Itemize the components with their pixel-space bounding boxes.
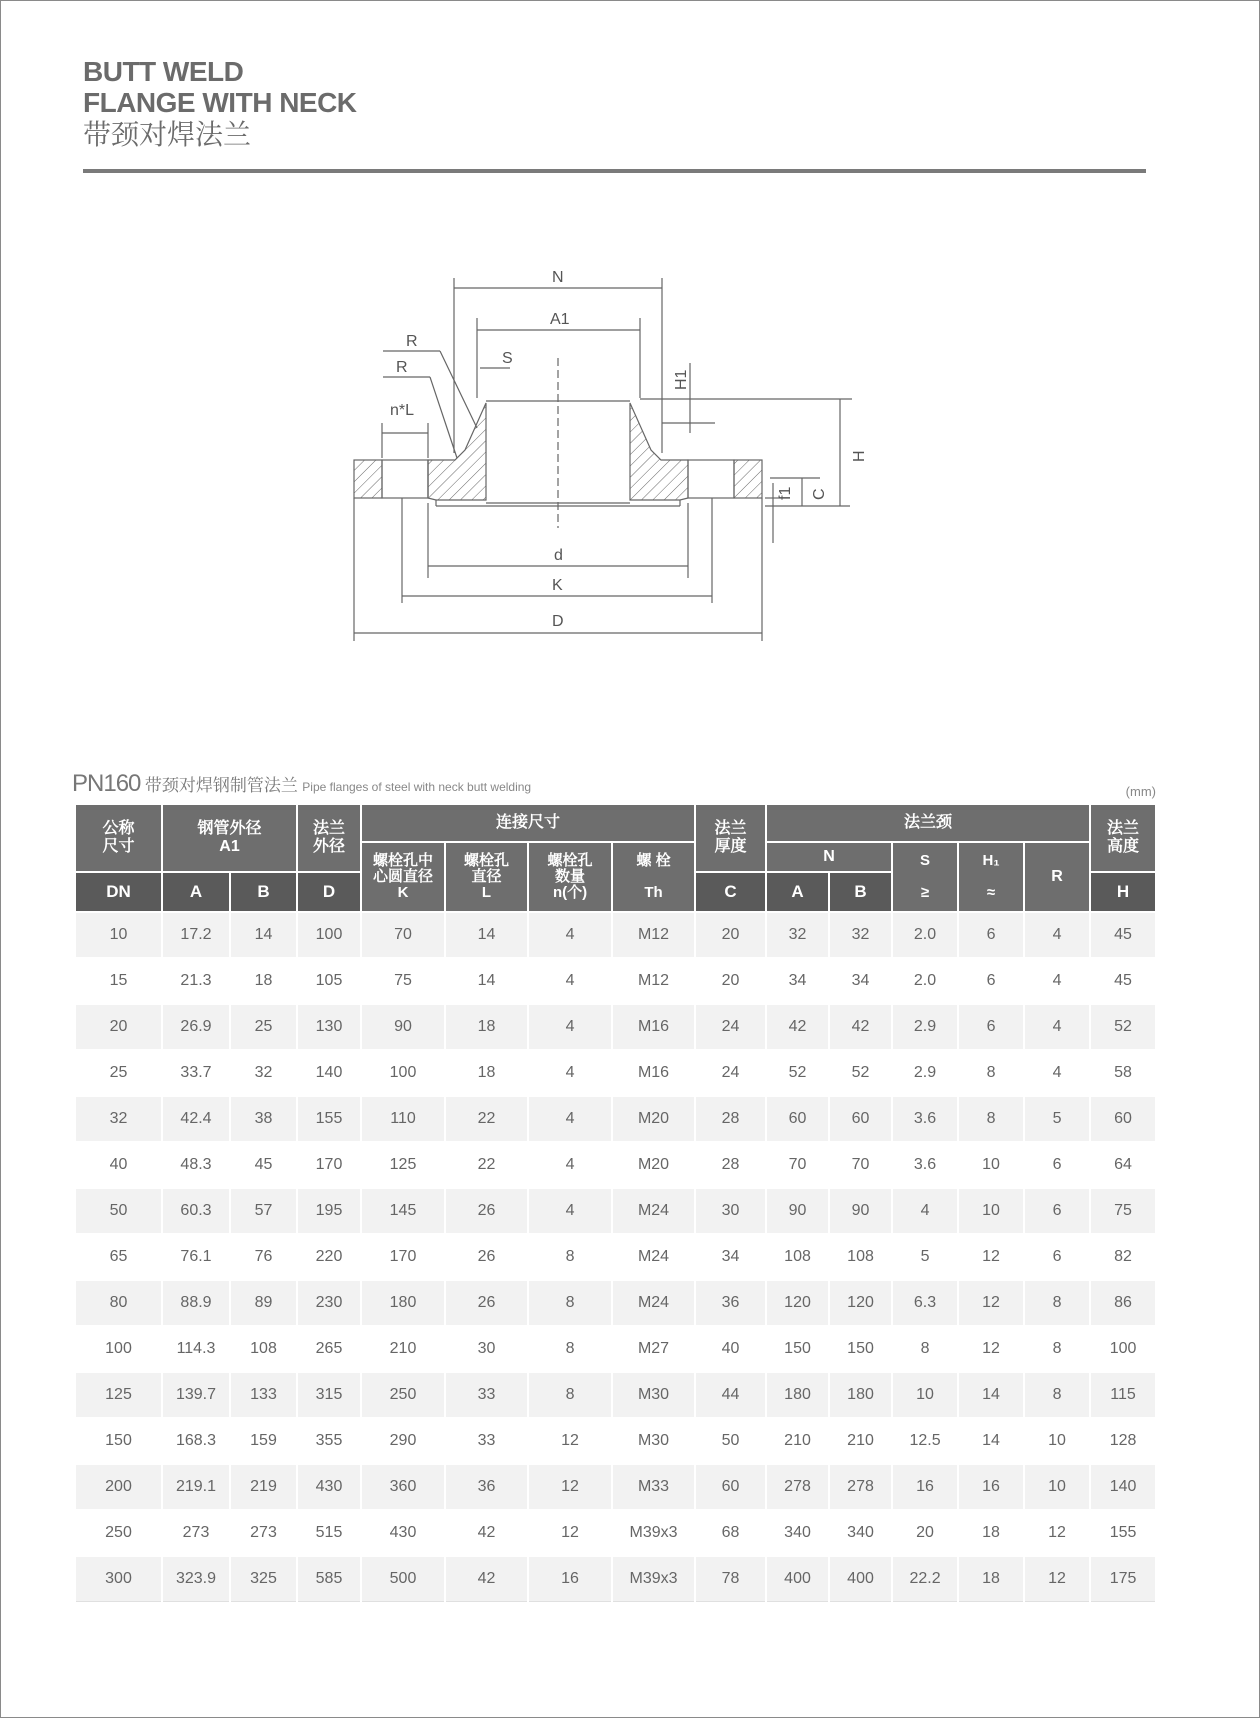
table-cell: 139.7 bbox=[162, 1372, 230, 1418]
label-R-lower: R bbox=[396, 359, 408, 376]
label-C: C bbox=[811, 488, 828, 500]
table-cell: 45 bbox=[1090, 912, 1156, 958]
col-neck-A: A bbox=[766, 872, 829, 912]
table-cell: 210 bbox=[361, 1326, 445, 1372]
table-cell: 30 bbox=[445, 1326, 528, 1372]
table-cell: 140 bbox=[297, 1050, 361, 1096]
table-cell: 180 bbox=[361, 1280, 445, 1326]
table-cell: 48.3 bbox=[162, 1142, 230, 1188]
title-chinese: 带颈对焊法兰 bbox=[83, 119, 252, 150]
table-cell: 12 bbox=[958, 1234, 1024, 1280]
table-cell: 120 bbox=[766, 1280, 829, 1326]
table-cell: 5 bbox=[892, 1234, 958, 1280]
label-H1: H1 bbox=[673, 369, 690, 390]
table-cell: 40 bbox=[75, 1142, 162, 1188]
table-cell: 100 bbox=[297, 912, 361, 958]
table-cell: 40 bbox=[695, 1326, 766, 1372]
table-cell: 6 bbox=[958, 912, 1024, 958]
table-cell: 12 bbox=[528, 1464, 612, 1510]
table-cell: 20 bbox=[695, 958, 766, 1004]
table-cell: 500 bbox=[361, 1556, 445, 1602]
table-cell: 17.2 bbox=[162, 912, 230, 958]
col-neck-B: B bbox=[829, 872, 892, 912]
table-cell: 36 bbox=[695, 1280, 766, 1326]
table-cell: 8 bbox=[528, 1280, 612, 1326]
table-cell: 34 bbox=[766, 958, 829, 1004]
table-cell: 400 bbox=[829, 1556, 892, 1602]
col-D: D bbox=[297, 872, 361, 912]
table-cell: 16 bbox=[892, 1464, 958, 1510]
header-neck-S: S ≥ bbox=[892, 842, 958, 912]
table-cell: 360 bbox=[361, 1464, 445, 1510]
table-cell: 400 bbox=[766, 1556, 829, 1602]
table-cell: 10 bbox=[1024, 1418, 1090, 1464]
table-cell: 150 bbox=[766, 1326, 829, 1372]
table-cell: 60.3 bbox=[162, 1188, 230, 1234]
table-cell: 108 bbox=[829, 1234, 892, 1280]
table-cell: 50 bbox=[695, 1418, 766, 1464]
table-cell: 355 bbox=[297, 1418, 361, 1464]
header-bolt-circle: 螺栓孔中 心圆直径 K bbox=[361, 842, 445, 912]
table-cell: 3.6 bbox=[892, 1096, 958, 1142]
label-D: D bbox=[552, 613, 564, 630]
table-cell: 323.9 bbox=[162, 1556, 230, 1602]
table-cell: M33 bbox=[612, 1464, 695, 1510]
table-cell: 14 bbox=[958, 1418, 1024, 1464]
table-cell: 76 bbox=[230, 1234, 297, 1280]
table-row bbox=[75, 1418, 1156, 1464]
table-cell: 86 bbox=[1090, 1280, 1156, 1326]
col-C: C bbox=[695, 872, 766, 912]
table-cell: 4 bbox=[528, 1050, 612, 1096]
table-cell: 278 bbox=[766, 1464, 829, 1510]
label-nL: n*L bbox=[390, 402, 415, 419]
label-R-top: R bbox=[406, 333, 418, 350]
table-cell: 42 bbox=[445, 1510, 528, 1556]
header-nominal-size: 公称 尺寸 bbox=[75, 804, 162, 872]
table-cell: 175 bbox=[1090, 1556, 1156, 1602]
table-cell: 90 bbox=[829, 1188, 892, 1234]
label-S: S bbox=[502, 350, 513, 367]
table-cell: 14 bbox=[958, 1372, 1024, 1418]
table-cell: 8 bbox=[958, 1096, 1024, 1142]
table-cell: 128 bbox=[1090, 1418, 1156, 1464]
table-cell: M39x3 bbox=[612, 1556, 695, 1602]
header-height: 法兰 高度 bbox=[1090, 804, 1156, 872]
table-cell: 180 bbox=[766, 1372, 829, 1418]
header-flange-od: 法兰 外径 bbox=[297, 804, 361, 872]
table-cell: 430 bbox=[297, 1464, 361, 1510]
table-cell: 60 bbox=[766, 1096, 829, 1142]
table-cell: 10 bbox=[958, 1142, 1024, 1188]
table-cell: 24 bbox=[695, 1004, 766, 1050]
table-cell: M24 bbox=[612, 1280, 695, 1326]
title-divider bbox=[83, 169, 1146, 173]
table-cell: 70 bbox=[361, 912, 445, 958]
label-f1: f1 bbox=[777, 486, 794, 500]
table-cell: 57 bbox=[230, 1188, 297, 1234]
table-cell: M24 bbox=[612, 1188, 695, 1234]
table-caption bbox=[72, 770, 1156, 798]
table-cell: 4 bbox=[528, 1004, 612, 1050]
table-cell: 12 bbox=[958, 1326, 1024, 1372]
title-block bbox=[83, 56, 357, 152]
table-cell: 42 bbox=[766, 1004, 829, 1050]
table-cell: 4 bbox=[1024, 912, 1090, 958]
title-line-2: FLANGE WITH NECK bbox=[83, 87, 357, 118]
caption-chinese: 带颈对焊钢制管法兰 bbox=[144, 776, 298, 795]
table-cell: 300 bbox=[75, 1556, 162, 1602]
header-bolt-hole-dia: 螺栓孔 直径 L bbox=[445, 842, 528, 912]
table-cell: 88.9 bbox=[162, 1280, 230, 1326]
table-cell: 10 bbox=[958, 1188, 1024, 1234]
table-cell: 44 bbox=[695, 1372, 766, 1418]
header-neck-N: N bbox=[766, 842, 892, 872]
table-cell: 60 bbox=[695, 1464, 766, 1510]
header-thickness: 法兰 厚度 bbox=[695, 804, 766, 872]
col-B: B bbox=[230, 872, 297, 912]
table-row bbox=[75, 1326, 1156, 1372]
table-cell: 2.0 bbox=[892, 958, 958, 1004]
table-cell: 80 bbox=[75, 1280, 162, 1326]
table-cell: 4 bbox=[528, 912, 612, 958]
table-cell: 22.2 bbox=[892, 1556, 958, 1602]
header-bolt-hole-count: 螺栓孔 数量 n(个) bbox=[528, 842, 612, 912]
table-cell: 2.9 bbox=[892, 1004, 958, 1050]
table-cell: 8 bbox=[958, 1050, 1024, 1096]
table-cell: 15 bbox=[75, 958, 162, 1004]
table-cell: 90 bbox=[766, 1188, 829, 1234]
table-cell: 6 bbox=[1024, 1188, 1090, 1234]
table-cell: 36 bbox=[445, 1464, 528, 1510]
table-cell: 20 bbox=[75, 1004, 162, 1050]
table-cell: 273 bbox=[162, 1510, 230, 1556]
table-row bbox=[75, 1464, 1156, 1510]
table-cell: 4 bbox=[528, 958, 612, 1004]
label-N: N bbox=[552, 269, 564, 286]
table-cell: 100 bbox=[75, 1326, 162, 1372]
table-cell: 38 bbox=[230, 1096, 297, 1142]
header-neck-R: R bbox=[1024, 842, 1090, 912]
table-cell: 250 bbox=[75, 1510, 162, 1556]
col-DN: DN bbox=[75, 872, 162, 912]
table-cell: 22 bbox=[445, 1142, 528, 1188]
table-cell: 315 bbox=[297, 1372, 361, 1418]
table-cell: M16 bbox=[612, 1004, 695, 1050]
table-cell: 10 bbox=[1024, 1464, 1090, 1510]
table-cell: 108 bbox=[766, 1234, 829, 1280]
table-cell: M24 bbox=[612, 1234, 695, 1280]
table-cell: 60 bbox=[1090, 1096, 1156, 1142]
table-cell: 4 bbox=[892, 1188, 958, 1234]
table-cell: 24 bbox=[695, 1050, 766, 1096]
table-cell: 278 bbox=[829, 1464, 892, 1510]
table-cell: 32 bbox=[75, 1096, 162, 1142]
table-cell: 4 bbox=[528, 1188, 612, 1234]
table-cell: 195 bbox=[297, 1188, 361, 1234]
table-cell: 155 bbox=[297, 1096, 361, 1142]
table-cell: 12 bbox=[1024, 1510, 1090, 1556]
table-cell: 45 bbox=[1090, 958, 1156, 1004]
table-cell: 20 bbox=[892, 1510, 958, 1556]
table-cell: 16 bbox=[958, 1464, 1024, 1510]
label-d: d bbox=[554, 547, 563, 564]
flange-dimension-table bbox=[74, 803, 1157, 1602]
table-cell: 34 bbox=[695, 1234, 766, 1280]
table-cell: 115 bbox=[1090, 1372, 1156, 1418]
table-cell: 6 bbox=[1024, 1234, 1090, 1280]
table-cell: 2.0 bbox=[892, 912, 958, 958]
table-cell: 125 bbox=[75, 1372, 162, 1418]
table-cell: 26 bbox=[445, 1234, 528, 1280]
table-cell: M30 bbox=[612, 1418, 695, 1464]
caption-english: Pipe flanges of steel with neck butt welding bbox=[302, 780, 532, 794]
table-cell: 230 bbox=[297, 1280, 361, 1326]
table-cell: 12 bbox=[1024, 1556, 1090, 1602]
header-neck-H1: H₁ ≈ bbox=[958, 842, 1024, 912]
table-cell: 219 bbox=[230, 1464, 297, 1510]
table-cell: 145 bbox=[361, 1188, 445, 1234]
table-row bbox=[75, 1142, 1156, 1188]
table-cell: 290 bbox=[361, 1418, 445, 1464]
table-cell: 108 bbox=[230, 1326, 297, 1372]
table-cell: 78 bbox=[695, 1556, 766, 1602]
table-cell: 4 bbox=[528, 1142, 612, 1188]
table-cell: 8 bbox=[528, 1234, 612, 1280]
header-bolt: 螺 栓 Th bbox=[612, 842, 695, 912]
table-cell: 4 bbox=[1024, 1050, 1090, 1096]
label-A1: A1 bbox=[550, 311, 570, 328]
table-row bbox=[75, 1004, 1156, 1050]
table-cell: 120 bbox=[829, 1280, 892, 1326]
table-cell: M16 bbox=[612, 1050, 695, 1096]
table-cell: 585 bbox=[297, 1556, 361, 1602]
table-cell: 168.3 bbox=[162, 1418, 230, 1464]
table-cell: 26 bbox=[445, 1280, 528, 1326]
table-cell: 52 bbox=[829, 1050, 892, 1096]
table-row bbox=[75, 1050, 1156, 1096]
table-row bbox=[75, 912, 1156, 958]
table-cell: 6 bbox=[958, 1004, 1024, 1050]
table-cell: 28 bbox=[695, 1142, 766, 1188]
table-cell: M20 bbox=[612, 1096, 695, 1142]
table-cell: 64 bbox=[1090, 1142, 1156, 1188]
table-cell: 18 bbox=[958, 1556, 1024, 1602]
table-cell: 6.3 bbox=[892, 1280, 958, 1326]
table-cell: 170 bbox=[297, 1142, 361, 1188]
table-cell: 340 bbox=[766, 1510, 829, 1556]
table-body bbox=[75, 912, 1156, 1602]
pressure-class: PN160 bbox=[72, 770, 141, 797]
table-cell: 8 bbox=[1024, 1280, 1090, 1326]
table-cell: 89 bbox=[230, 1280, 297, 1326]
table-cell: 58 bbox=[1090, 1050, 1156, 1096]
table-cell: 34 bbox=[829, 958, 892, 1004]
table-cell: 18 bbox=[445, 1004, 528, 1050]
table-cell: 68 bbox=[695, 1510, 766, 1556]
table-cell: 42.4 bbox=[162, 1096, 230, 1142]
table-cell: 42 bbox=[445, 1556, 528, 1602]
table-cell: 100 bbox=[1090, 1326, 1156, 1372]
table-cell: 4 bbox=[528, 1096, 612, 1142]
table-cell: 14 bbox=[230, 912, 297, 958]
table-cell: 210 bbox=[829, 1418, 892, 1464]
table-row bbox=[75, 1234, 1156, 1280]
table-cell: 50 bbox=[75, 1188, 162, 1234]
table-cell: 25 bbox=[230, 1004, 297, 1050]
table-cell: 140 bbox=[1090, 1464, 1156, 1510]
table-cell: 210 bbox=[766, 1418, 829, 1464]
table-cell: 52 bbox=[1090, 1004, 1156, 1050]
table-cell: M27 bbox=[612, 1326, 695, 1372]
table-cell: 130 bbox=[297, 1004, 361, 1050]
table-cell: 114.3 bbox=[162, 1326, 230, 1372]
table-row bbox=[75, 1280, 1156, 1326]
table-cell: 250 bbox=[361, 1372, 445, 1418]
table-cell: M12 bbox=[612, 958, 695, 1004]
table-cell: 33 bbox=[445, 1418, 528, 1464]
table-cell: 26 bbox=[445, 1188, 528, 1234]
table-cell: 22 bbox=[445, 1096, 528, 1142]
table-cell: 105 bbox=[297, 958, 361, 1004]
table-cell: 6 bbox=[1024, 1142, 1090, 1188]
table-cell: 32 bbox=[230, 1050, 297, 1096]
table-cell: 45 bbox=[230, 1142, 297, 1188]
table-cell: 8 bbox=[1024, 1326, 1090, 1372]
header-neck: 法兰颈 bbox=[766, 804, 1090, 842]
table-cell: 18 bbox=[230, 958, 297, 1004]
table-cell: M30 bbox=[612, 1372, 695, 1418]
table-cell: 14 bbox=[445, 958, 528, 1004]
table-cell: 8 bbox=[528, 1372, 612, 1418]
table-cell: 150 bbox=[829, 1326, 892, 1372]
table-cell: 2.9 bbox=[892, 1050, 958, 1096]
table-cell: M20 bbox=[612, 1142, 695, 1188]
table-cell: M39x3 bbox=[612, 1510, 695, 1556]
table-cell: 133 bbox=[230, 1372, 297, 1418]
table-cell: 200 bbox=[75, 1464, 162, 1510]
table-cell: 170 bbox=[361, 1234, 445, 1280]
table-cell: 100 bbox=[361, 1050, 445, 1096]
table-cell: 16 bbox=[528, 1556, 612, 1602]
table-cell: 150 bbox=[75, 1418, 162, 1464]
table-cell: 82 bbox=[1090, 1234, 1156, 1280]
table-cell: 3.6 bbox=[892, 1142, 958, 1188]
table-cell: 52 bbox=[766, 1050, 829, 1096]
table-cell: 18 bbox=[445, 1050, 528, 1096]
table-cell: 30 bbox=[695, 1188, 766, 1234]
table-cell: 21.3 bbox=[162, 958, 230, 1004]
table-cell: M12 bbox=[612, 912, 695, 958]
label-H: H bbox=[851, 450, 868, 462]
table-cell: 4 bbox=[1024, 958, 1090, 1004]
table-cell: 90 bbox=[361, 1004, 445, 1050]
table-cell: 60 bbox=[829, 1096, 892, 1142]
table-cell: 265 bbox=[297, 1326, 361, 1372]
table-cell: 18 bbox=[958, 1510, 1024, 1556]
header-connection: 连接尺寸 bbox=[361, 804, 695, 842]
table-cell: 155 bbox=[1090, 1510, 1156, 1556]
table-cell: 8 bbox=[528, 1326, 612, 1372]
table-cell: 8 bbox=[1024, 1372, 1090, 1418]
table-row bbox=[75, 958, 1156, 1004]
table-cell: 8 bbox=[892, 1326, 958, 1372]
table-cell: 25 bbox=[75, 1050, 162, 1096]
table-cell: 32 bbox=[829, 912, 892, 958]
unit-label: (mm) bbox=[1125, 784, 1156, 799]
table-cell: 32 bbox=[766, 912, 829, 958]
table-row bbox=[75, 1510, 1156, 1556]
table-cell: 515 bbox=[297, 1510, 361, 1556]
table-cell: 220 bbox=[297, 1234, 361, 1280]
table-cell: 33.7 bbox=[162, 1050, 230, 1096]
table-row bbox=[75, 1096, 1156, 1142]
table-cell: 6 bbox=[958, 958, 1024, 1004]
table-cell: 5 bbox=[1024, 1096, 1090, 1142]
table-cell: 70 bbox=[829, 1142, 892, 1188]
table-cell: 12 bbox=[958, 1280, 1024, 1326]
table-cell: 42 bbox=[829, 1004, 892, 1050]
table-row bbox=[75, 1188, 1156, 1234]
table-cell: 20 bbox=[695, 912, 766, 958]
table-cell: 12 bbox=[528, 1510, 612, 1556]
table-cell: 340 bbox=[829, 1510, 892, 1556]
col-H: H bbox=[1090, 872, 1156, 912]
table-cell: 12 bbox=[528, 1418, 612, 1464]
title-line-1: BUTT WELD bbox=[83, 56, 244, 87]
table-cell: 4 bbox=[1024, 1004, 1090, 1050]
table-cell: 26.9 bbox=[162, 1004, 230, 1050]
table-cell: 76.1 bbox=[162, 1234, 230, 1280]
col-A: A bbox=[162, 872, 230, 912]
table-cell: 75 bbox=[1090, 1188, 1156, 1234]
table-cell: 75 bbox=[361, 958, 445, 1004]
flange-cross-section-drawing bbox=[340, 258, 900, 648]
table-row bbox=[75, 1556, 1156, 1602]
table-cell: 219.1 bbox=[162, 1464, 230, 1510]
table-cell: 28 bbox=[695, 1096, 766, 1142]
table-cell: 110 bbox=[361, 1096, 445, 1142]
table-row bbox=[75, 1372, 1156, 1418]
table-cell: 10 bbox=[892, 1372, 958, 1418]
table-cell: 430 bbox=[361, 1510, 445, 1556]
table-cell: 10 bbox=[75, 912, 162, 958]
table-cell: 65 bbox=[75, 1234, 162, 1280]
table-cell: 14 bbox=[445, 912, 528, 958]
table-cell: 273 bbox=[230, 1510, 297, 1556]
table-cell: 33 bbox=[445, 1372, 528, 1418]
table-cell: 70 bbox=[766, 1142, 829, 1188]
header-pipe-od: 钢管外径 A1 bbox=[162, 804, 297, 872]
table-cell: 325 bbox=[230, 1556, 297, 1602]
table-cell: 159 bbox=[230, 1418, 297, 1464]
label-K: K bbox=[552, 577, 563, 594]
table-cell: 125 bbox=[361, 1142, 445, 1188]
table-cell: 12.5 bbox=[892, 1418, 958, 1464]
table-cell: 180 bbox=[829, 1372, 892, 1418]
